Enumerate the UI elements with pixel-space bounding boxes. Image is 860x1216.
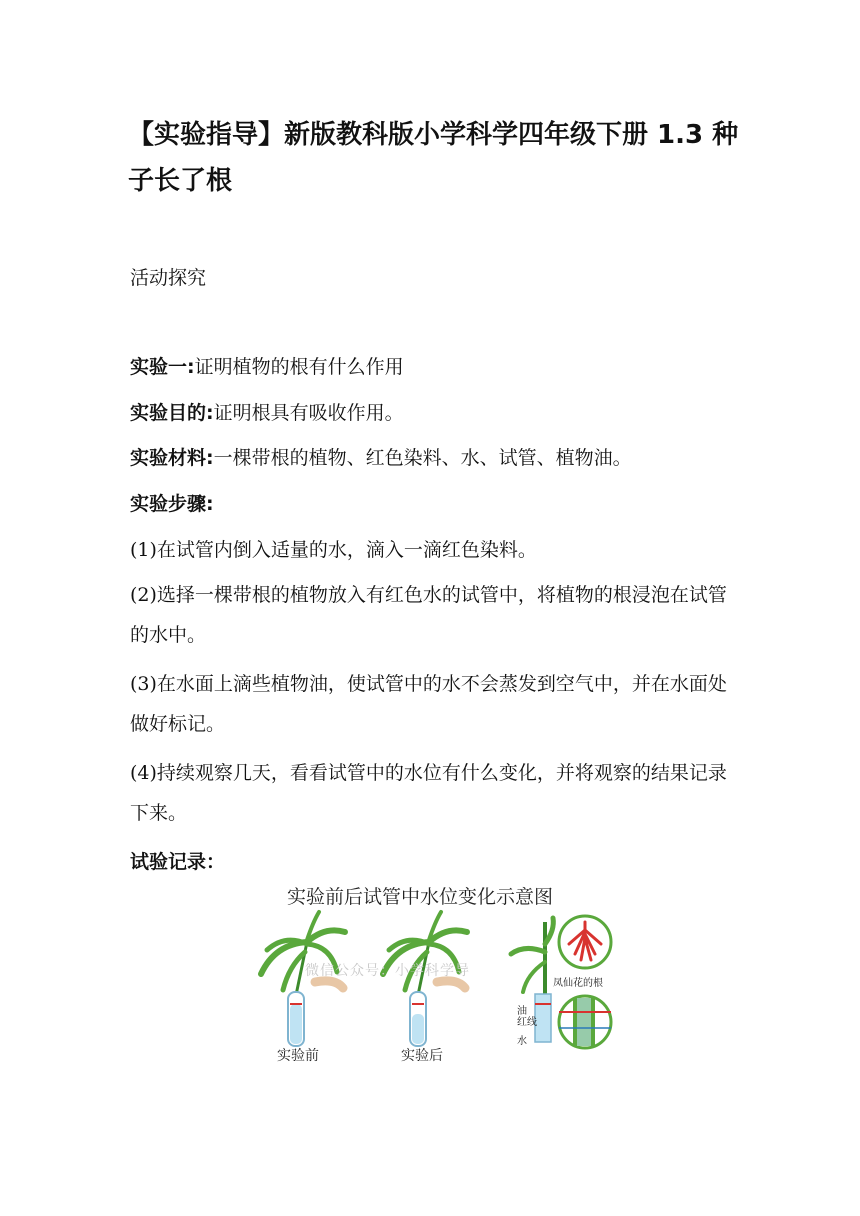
caption-before: 实验前 <box>277 1048 319 1064</box>
step-3: (3)在水面上滴些植物油，使试管中的水不会蒸发到空气中，并在水面处做好标记。 <box>130 673 727 735</box>
experiment-name-value: 证明植物的根有什么作用 <box>194 356 404 378</box>
experiment-purpose-value: 证明根具有吸收作用。 <box>213 402 404 424</box>
step-1: (1)在试管内倒入适量的水，滴入一滴红色染料。 <box>130 539 537 561</box>
step-2: (2)选择一棵带根的植物放入有红色水的试管中，将植物的根浸泡在试管的水中。 <box>130 584 727 646</box>
record-heading <box>130 842 736 882</box>
experiment-steps-heading <box>130 484 736 524</box>
experiment-materials-label: 实验材料: <box>130 447 214 469</box>
experiment-name <box>130 347 736 387</box>
section-heading: 活动探究 <box>130 267 207 289</box>
experiment-steps-label: 实验步骤: <box>130 493 214 515</box>
page-title: 【实验指导】新版教科版小学科学四年级下册 1.3 种子长了根 <box>128 120 739 196</box>
experiment-materials-value: 一棵带根的植物、红色染料、水、试管、植物油。 <box>213 447 632 469</box>
experiment-purpose <box>130 393 736 433</box>
oil-label: 油 <box>517 1006 527 1017</box>
redline-label: 红线 <box>517 1017 537 1028</box>
root-label: 凤仙花的根 <box>553 978 603 989</box>
experiment-purpose-label: 实验目的: <box>130 402 214 424</box>
caption-after: 实验后 <box>401 1048 443 1064</box>
record-label: 试验记录： <box>130 851 226 873</box>
watermark: 微信公众号：小学科学导 <box>305 963 470 979</box>
experiment-materials <box>130 438 736 478</box>
step-4: (4)持续观察几天，看看试管中的水位有什么变化，并将观察的结果记录下来。 <box>130 762 727 824</box>
water-label: 水 <box>517 1036 527 1047</box>
figure-title: 实验前后试管中水位变化示意图 <box>286 886 553 908</box>
experiment-figure <box>255 882 617 1068</box>
experiment-name-label: 实验一: <box>130 356 195 378</box>
